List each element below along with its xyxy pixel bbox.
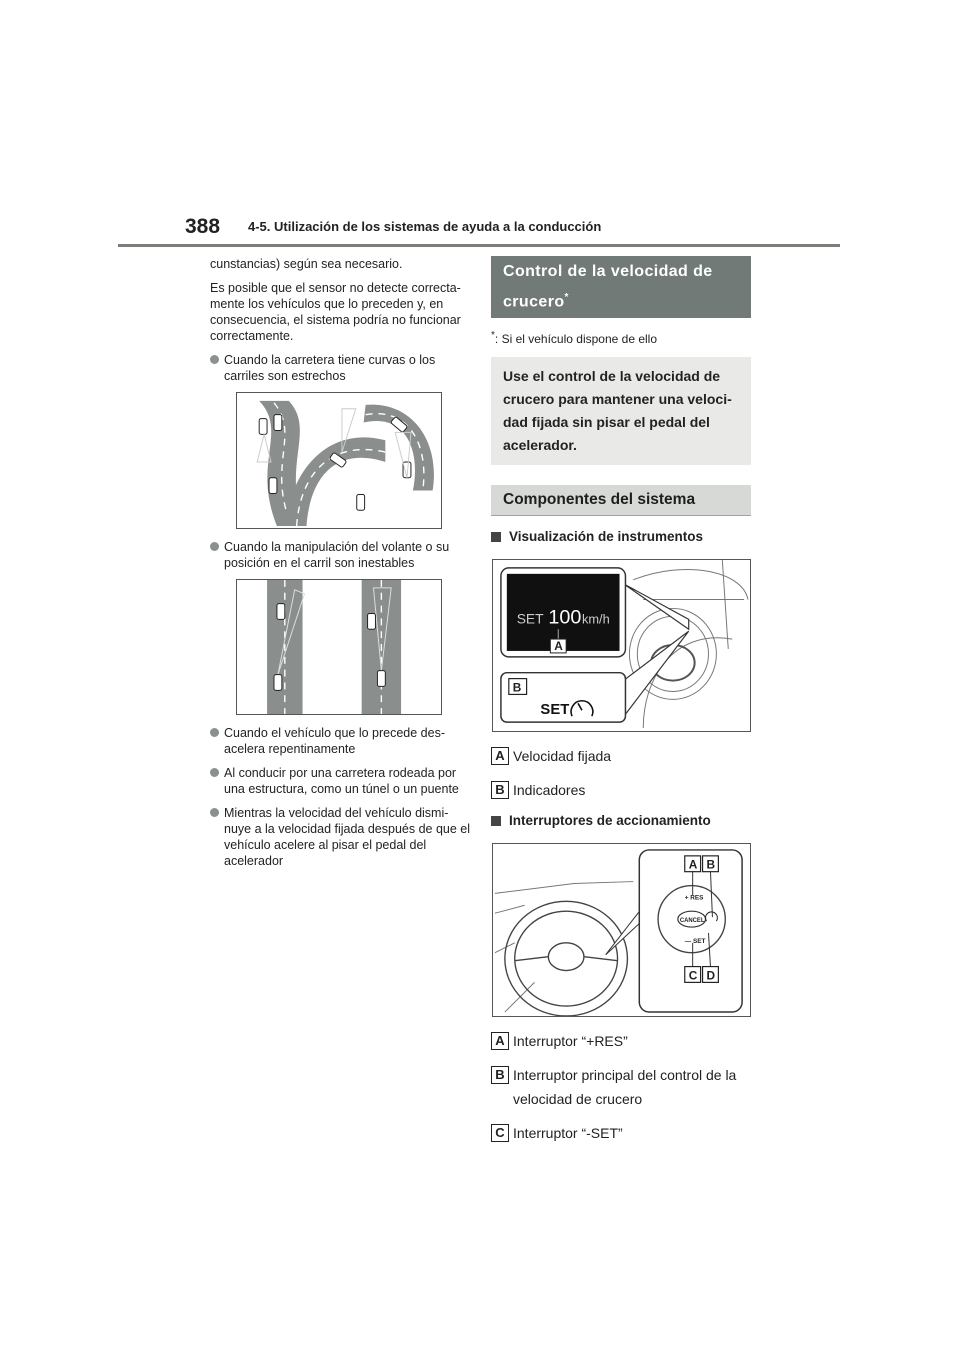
legend-tag: A [491, 747, 509, 765]
bullet-dot-icon [210, 542, 219, 551]
page-number: 388 [185, 215, 221, 238]
bullet-tunnel [210, 765, 472, 797]
bullet-dot-icon [210, 808, 219, 817]
switch-illustration [493, 844, 750, 1016]
legend-text: Interruptor “+RES” [513, 1033, 628, 1050]
bullet-text: Al conducir por una carretera rodeada por una estructura, como un túnel o un puente [224, 766, 459, 796]
section-title-components: Componentes del sistema [491, 485, 751, 516]
figure-instrument-display [492, 559, 751, 732]
footnote-text: : Si el vehículo dispone de ello [494, 332, 658, 347]
display-unit: km/h [581, 611, 610, 627]
res-label: + RES [684, 894, 704, 902]
paragraph-continuation: cunstancias) según sea necesario. [210, 257, 403, 271]
paragraph-sensor-warning: Es posible que el sensor no detecte correcta-mente los vehículos que lo preceden y, en consecuencia, el sistema podría no funcionar correctamente. [210, 281, 461, 343]
bullet-text: Mientras la velocidad del vehículo dismi-nuye a la velocidad fijada después de que el vehículo acelere al pisar el pedal del acelerador [224, 806, 471, 868]
indicator-set-label: SET [540, 702, 570, 719]
section-title-text: Control de la velocidad de crucero [503, 263, 713, 311]
bullet-text: Cuando el vehículo que lo precede des-acelera repentinamente [224, 726, 445, 756]
bullet-dot-icon [210, 355, 219, 364]
bullet-curves [210, 352, 472, 384]
callout-a: A [688, 858, 698, 873]
bullet-speed-decrease [210, 805, 472, 869]
road-left-curve [285, 437, 386, 526]
display-speed: 100 [548, 606, 582, 629]
legend-row-main-switch [491, 1063, 751, 1111]
callout-line-b [623, 631, 688, 714]
bullet-text: Cuando la manipulación del volante o su posición en el carril son inestables [224, 540, 450, 570]
header-rule [118, 244, 840, 247]
callout-d: D [706, 968, 716, 983]
chapter-title: 4-5. Utilización de los sistemas de ayuda a la conducción [248, 219, 602, 234]
figure-operating-switches [492, 843, 751, 1017]
unstable-lane-illustration [237, 580, 441, 714]
cancel-label: CANCEL [679, 918, 705, 925]
figure-curved-roads [236, 392, 442, 529]
legend-tag: B [491, 1066, 509, 1084]
square-bullet-icon [491, 816, 501, 826]
subhead-instruments [491, 528, 751, 546]
set-label: — SET [684, 938, 706, 946]
legend-row-indicators [491, 778, 751, 802]
dashboard-lines [629, 560, 748, 728]
intro-box: Use el control de la velocidad de crucero para mantener una veloci-dad fijada sin pisar el pedal del acelerador. [491, 357, 751, 465]
bullet-dot-icon [210, 768, 219, 777]
bullet-decelerate [210, 725, 472, 757]
subhead-text: Visualización de instrumentos [509, 529, 704, 545]
subhead-text: Interruptores de accionamiento [509, 813, 711, 829]
legend-row-set-speed [491, 744, 751, 768]
legend-row-set [491, 1121, 751, 1145]
instrument-illustration [493, 560, 750, 731]
figure-unstable-lane [236, 579, 442, 715]
legend-text: Interruptor “-SET” [513, 1125, 623, 1142]
legend-tag: B [491, 781, 509, 799]
bullet-dot-icon [210, 728, 219, 737]
callout-b-label: B [512, 680, 522, 695]
legend-text: Velocidad fijada [513, 748, 612, 765]
footnote [491, 328, 751, 347]
section-title-cruise-control [491, 256, 751, 318]
legend-row-res [491, 1029, 751, 1053]
curved-roads-illustration [237, 393, 441, 528]
display-set-label: SET [516, 610, 544, 627]
section-title-mark: * [564, 292, 569, 303]
left-column [210, 256, 472, 877]
switch-legend [491, 1029, 751, 1145]
steering-wheel-icon [505, 902, 628, 1017]
subhead-switches [491, 812, 751, 830]
callout-a-label: A [554, 639, 563, 654]
footnote-mark: * [491, 330, 495, 342]
bullet-steering [210, 539, 472, 571]
callout-line-a [623, 584, 688, 629]
legend-tag: A [491, 1032, 509, 1050]
bullet-text: Cuando la carretera tiene curvas o los carriles son estrechos [224, 353, 436, 383]
callout-c: C [688, 968, 698, 983]
square-bullet-icon [491, 532, 501, 542]
instrument-legend [491, 744, 751, 802]
callout-b: B [706, 858, 716, 873]
legend-tag: C [491, 1124, 509, 1142]
right-column [491, 256, 751, 1155]
legend-text: Indicadores [513, 782, 586, 799]
legend-text: Interruptor principal del control de la velocidad de crucero [513, 1067, 737, 1108]
